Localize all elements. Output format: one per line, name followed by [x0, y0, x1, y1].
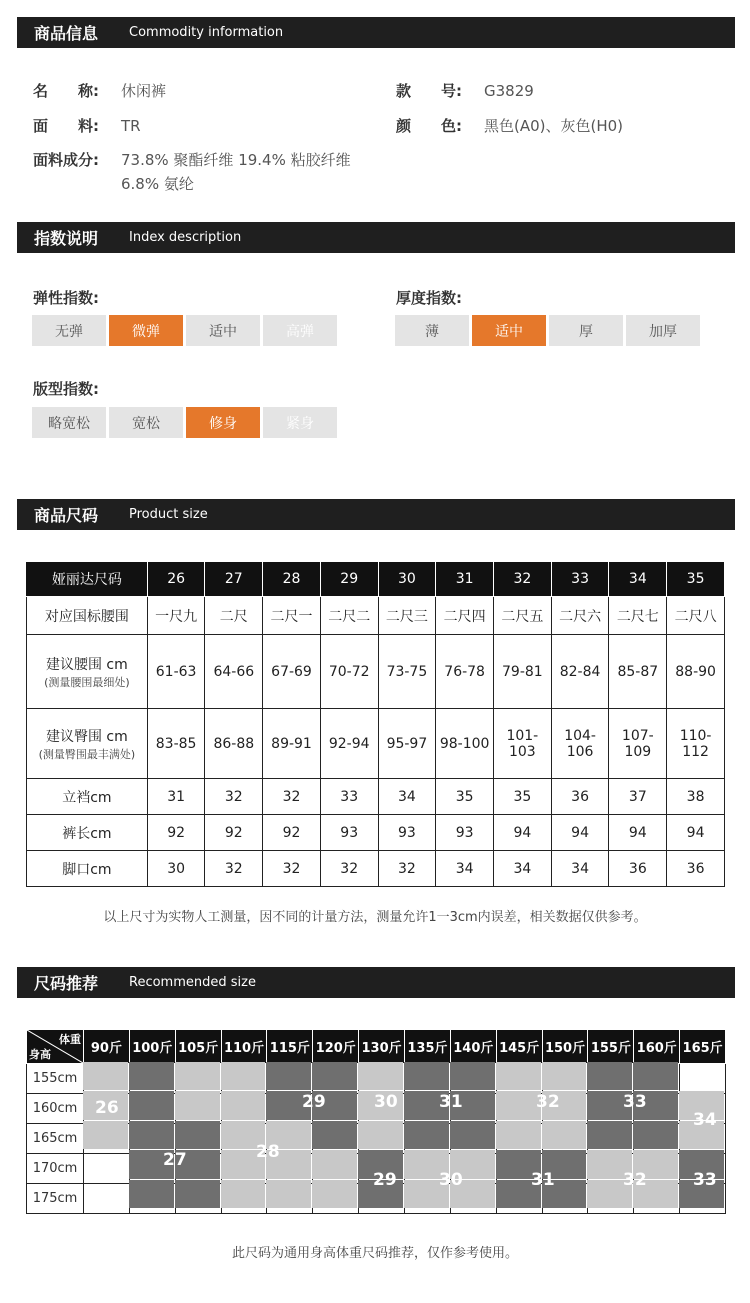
grid-cell: [404, 1062, 449, 1090]
table-row: 立裆cm 31 32 32 33 34 35 35 36 37 38: [27, 779, 725, 815]
table-row: 裤长cm 92 92 92 93 93 93 94 94 94 94: [27, 815, 725, 851]
grid-cell: [312, 1150, 357, 1178]
thickness-option: 厚: [549, 315, 623, 346]
grid-cell: [404, 1121, 449, 1149]
grid-cell: [312, 1062, 357, 1090]
grid-cell: [175, 1091, 220, 1119]
grid-cell: [633, 1062, 678, 1090]
section-title: 商品尺码: [34, 506, 99, 525]
row-label: 裤长cm: [27, 815, 148, 851]
size-label: 33: [693, 1170, 717, 1190]
grid-cell: [542, 1062, 587, 1090]
grid-cell: [175, 1180, 220, 1208]
fit-option: 略宽松: [32, 407, 106, 438]
grid-cell: [83, 1062, 128, 1090]
thickness-index-label: 厚度指数:: [396, 289, 462, 307]
info-style-number: 款 号: G3829: [396, 82, 534, 100]
weight-cell: 145斤: [496, 1030, 542, 1064]
thickness-option-selected: 适中: [472, 315, 546, 346]
elastic-index-label: 弹性指数:: [33, 289, 99, 307]
height-cell: 170cm: [27, 1154, 84, 1184]
grid-cell: [129, 1091, 174, 1119]
row-label: 建议臀围 cm (测量臀围最丰满处): [27, 709, 148, 779]
elastic-option: 高弹: [263, 315, 337, 346]
grid-cell: [221, 1062, 266, 1090]
section-subtitle: Commodity information: [129, 25, 284, 40]
weight-cell: 150斤: [542, 1030, 588, 1064]
thickness-option: 加厚: [626, 315, 700, 346]
weight-cell: 140斤: [450, 1030, 496, 1064]
section-title: 商品信息: [34, 24, 99, 43]
section-bar-product-size: [17, 499, 735, 530]
grid-cell: [175, 1121, 220, 1149]
corner-cell: [27, 1030, 84, 1064]
size-label: 29: [373, 1170, 397, 1190]
section-bar-index: [17, 222, 735, 253]
header-cell: 31: [436, 562, 494, 597]
header-cell: 30: [378, 562, 436, 597]
height-cell: 155cm: [27, 1064, 84, 1094]
grid-cell: [358, 1062, 403, 1090]
grid-cell: [587, 1062, 632, 1090]
size-label: 30: [439, 1170, 463, 1190]
size-label: 32: [536, 1092, 560, 1112]
grid-cell: [266, 1062, 311, 1090]
section-bar-recommended: [17, 967, 735, 998]
weight-cell: 160斤: [634, 1030, 680, 1064]
header-cell: 32: [493, 562, 551, 597]
size-label: 32: [623, 1170, 647, 1190]
size-label: 31: [439, 1092, 463, 1112]
table-row: 脚口cm 30 32 32 32 32 34 34 34 36 36: [27, 851, 725, 887]
grid-cell: [450, 1062, 495, 1090]
grid-cell: [83, 1121, 128, 1149]
weight-cell: 120斤: [313, 1030, 359, 1064]
grid-cell: [221, 1091, 266, 1119]
grid-cell: [221, 1180, 266, 1208]
row-label: 立裆cm: [27, 779, 148, 815]
grid-cell: [175, 1062, 220, 1090]
header-cell: 34: [609, 562, 667, 597]
fit-option: 紧身: [263, 407, 337, 438]
info-fabric: 面 料: TR: [33, 117, 141, 135]
info-color: 颜 色: 黑色(A0)、灰色(H0): [396, 117, 624, 135]
height-cell: 160cm: [27, 1094, 84, 1124]
section-bar-commodity: [17, 17, 735, 48]
recommend-note: 此尺码为通用身高体重尺码推荐，仅作参考使用。: [231, 1246, 518, 1261]
weight-cell: 155斤: [588, 1030, 634, 1064]
elastic-option: 适中: [186, 315, 260, 346]
recommend-header-row: [27, 1030, 726, 1064]
grid-cell: [542, 1121, 587, 1149]
fit-index-label: 版型指数:: [33, 380, 99, 398]
size-label: 26: [95, 1098, 119, 1118]
grid-cell: [358, 1121, 403, 1149]
row-label: 建议腰围 cm (测量腰围最细处): [27, 635, 148, 709]
section-title: 指数说明: [34, 229, 99, 248]
size-label: 28: [256, 1142, 280, 1162]
header-cell: 娅丽达尺码: [27, 562, 148, 597]
header-cell: 26: [147, 562, 205, 597]
grid-cell: [312, 1121, 357, 1149]
section-subtitle: Index description: [129, 230, 242, 245]
grid-cell: [129, 1180, 174, 1208]
grid-cell: [312, 1180, 357, 1208]
weight-cell: 90斤: [84, 1030, 130, 1064]
grid-cell: [129, 1062, 174, 1090]
info-composition-line2: 6.8% 氨纶: [121, 175, 194, 193]
size-label: 29: [302, 1092, 326, 1112]
size-label: 30: [374, 1092, 398, 1112]
grid-cell: [496, 1062, 541, 1090]
row-label: 对应国标腰围: [27, 597, 148, 635]
section-title: 尺码推荐: [34, 974, 99, 993]
grid-cell: [587, 1121, 632, 1149]
recommend-grid: [83, 1062, 725, 1209]
table-row: 建议臀围 cm (测量臀围最丰满处) 83-85 86-88 89-91 92-94 95-97 98-100 101-103 104-106 107-109 110-112: [27, 709, 725, 779]
grid-cell: [496, 1121, 541, 1149]
size-table: [26, 561, 725, 887]
grid-cell: [496, 1091, 541, 1119]
row-label: 脚口cm: [27, 851, 148, 887]
header-cell: 33: [551, 562, 609, 597]
header-cell: 28: [263, 562, 321, 597]
header-cell: 35: [667, 562, 725, 597]
elastic-option: 无弹: [32, 315, 106, 346]
grid-cell: [633, 1121, 678, 1149]
grid-cell: [129, 1121, 174, 1149]
header-cell: 29: [320, 562, 378, 597]
thickness-index-scale: [395, 315, 700, 346]
corner-height: 身高: [29, 1048, 51, 1061]
section-subtitle: Recommended size: [129, 975, 256, 990]
weight-cell: 135斤: [405, 1030, 451, 1064]
weight-cell: 110斤: [221, 1030, 267, 1064]
header-cell: 27: [205, 562, 263, 597]
size-label: 31: [531, 1170, 555, 1190]
fit-option-selected: 修身: [186, 407, 260, 438]
weight-cell: 105斤: [175, 1030, 221, 1064]
size-note: 以上尺寸为实物人工测量，因不同的计量方法，测量允许1一3cm内误差，相关数据仅供参考。: [103, 910, 647, 925]
table-row: 建议腰围 cm (测量腰围最细处) 61-63 64-66 67-69 70-72 73-75 76-78 79-81 82-84 85-87 88-90: [27, 635, 725, 709]
fit-option: 宽松: [109, 407, 183, 438]
elastic-index-scale: [32, 315, 337, 346]
size-label: 27: [163, 1150, 187, 1170]
weight-cell: 115斤: [267, 1030, 313, 1064]
section-subtitle: Product size: [129, 507, 208, 522]
weight-cell: 100斤: [129, 1030, 175, 1064]
table-row: 对应国标腰围 一尺九 二尺 二尺一 二尺二 二尺三 二尺四 二尺五 二尺六 二尺七 二尺八: [27, 597, 725, 635]
size-label: 33: [623, 1092, 647, 1112]
corner-weight: 体重: [59, 1033, 81, 1046]
size-header-row: [27, 562, 725, 597]
thickness-option: 薄: [395, 315, 469, 346]
grid-cell: [450, 1121, 495, 1149]
weight-cell: 130斤: [359, 1030, 405, 1064]
info-name: 名 称: 休闲裤: [33, 82, 167, 100]
elastic-option-selected: 微弹: [109, 315, 183, 346]
weight-cell: 165斤: [680, 1030, 726, 1064]
size-label: 34: [693, 1110, 717, 1130]
height-cell: 175cm: [27, 1184, 84, 1214]
info-composition: 面料成分: 73.8% 聚酯纤维 19.4% 粘胶纤维: [33, 151, 351, 169]
grid-cell: [266, 1180, 311, 1208]
height-cell: 165cm: [27, 1124, 84, 1154]
fit-index-scale: [32, 407, 337, 438]
